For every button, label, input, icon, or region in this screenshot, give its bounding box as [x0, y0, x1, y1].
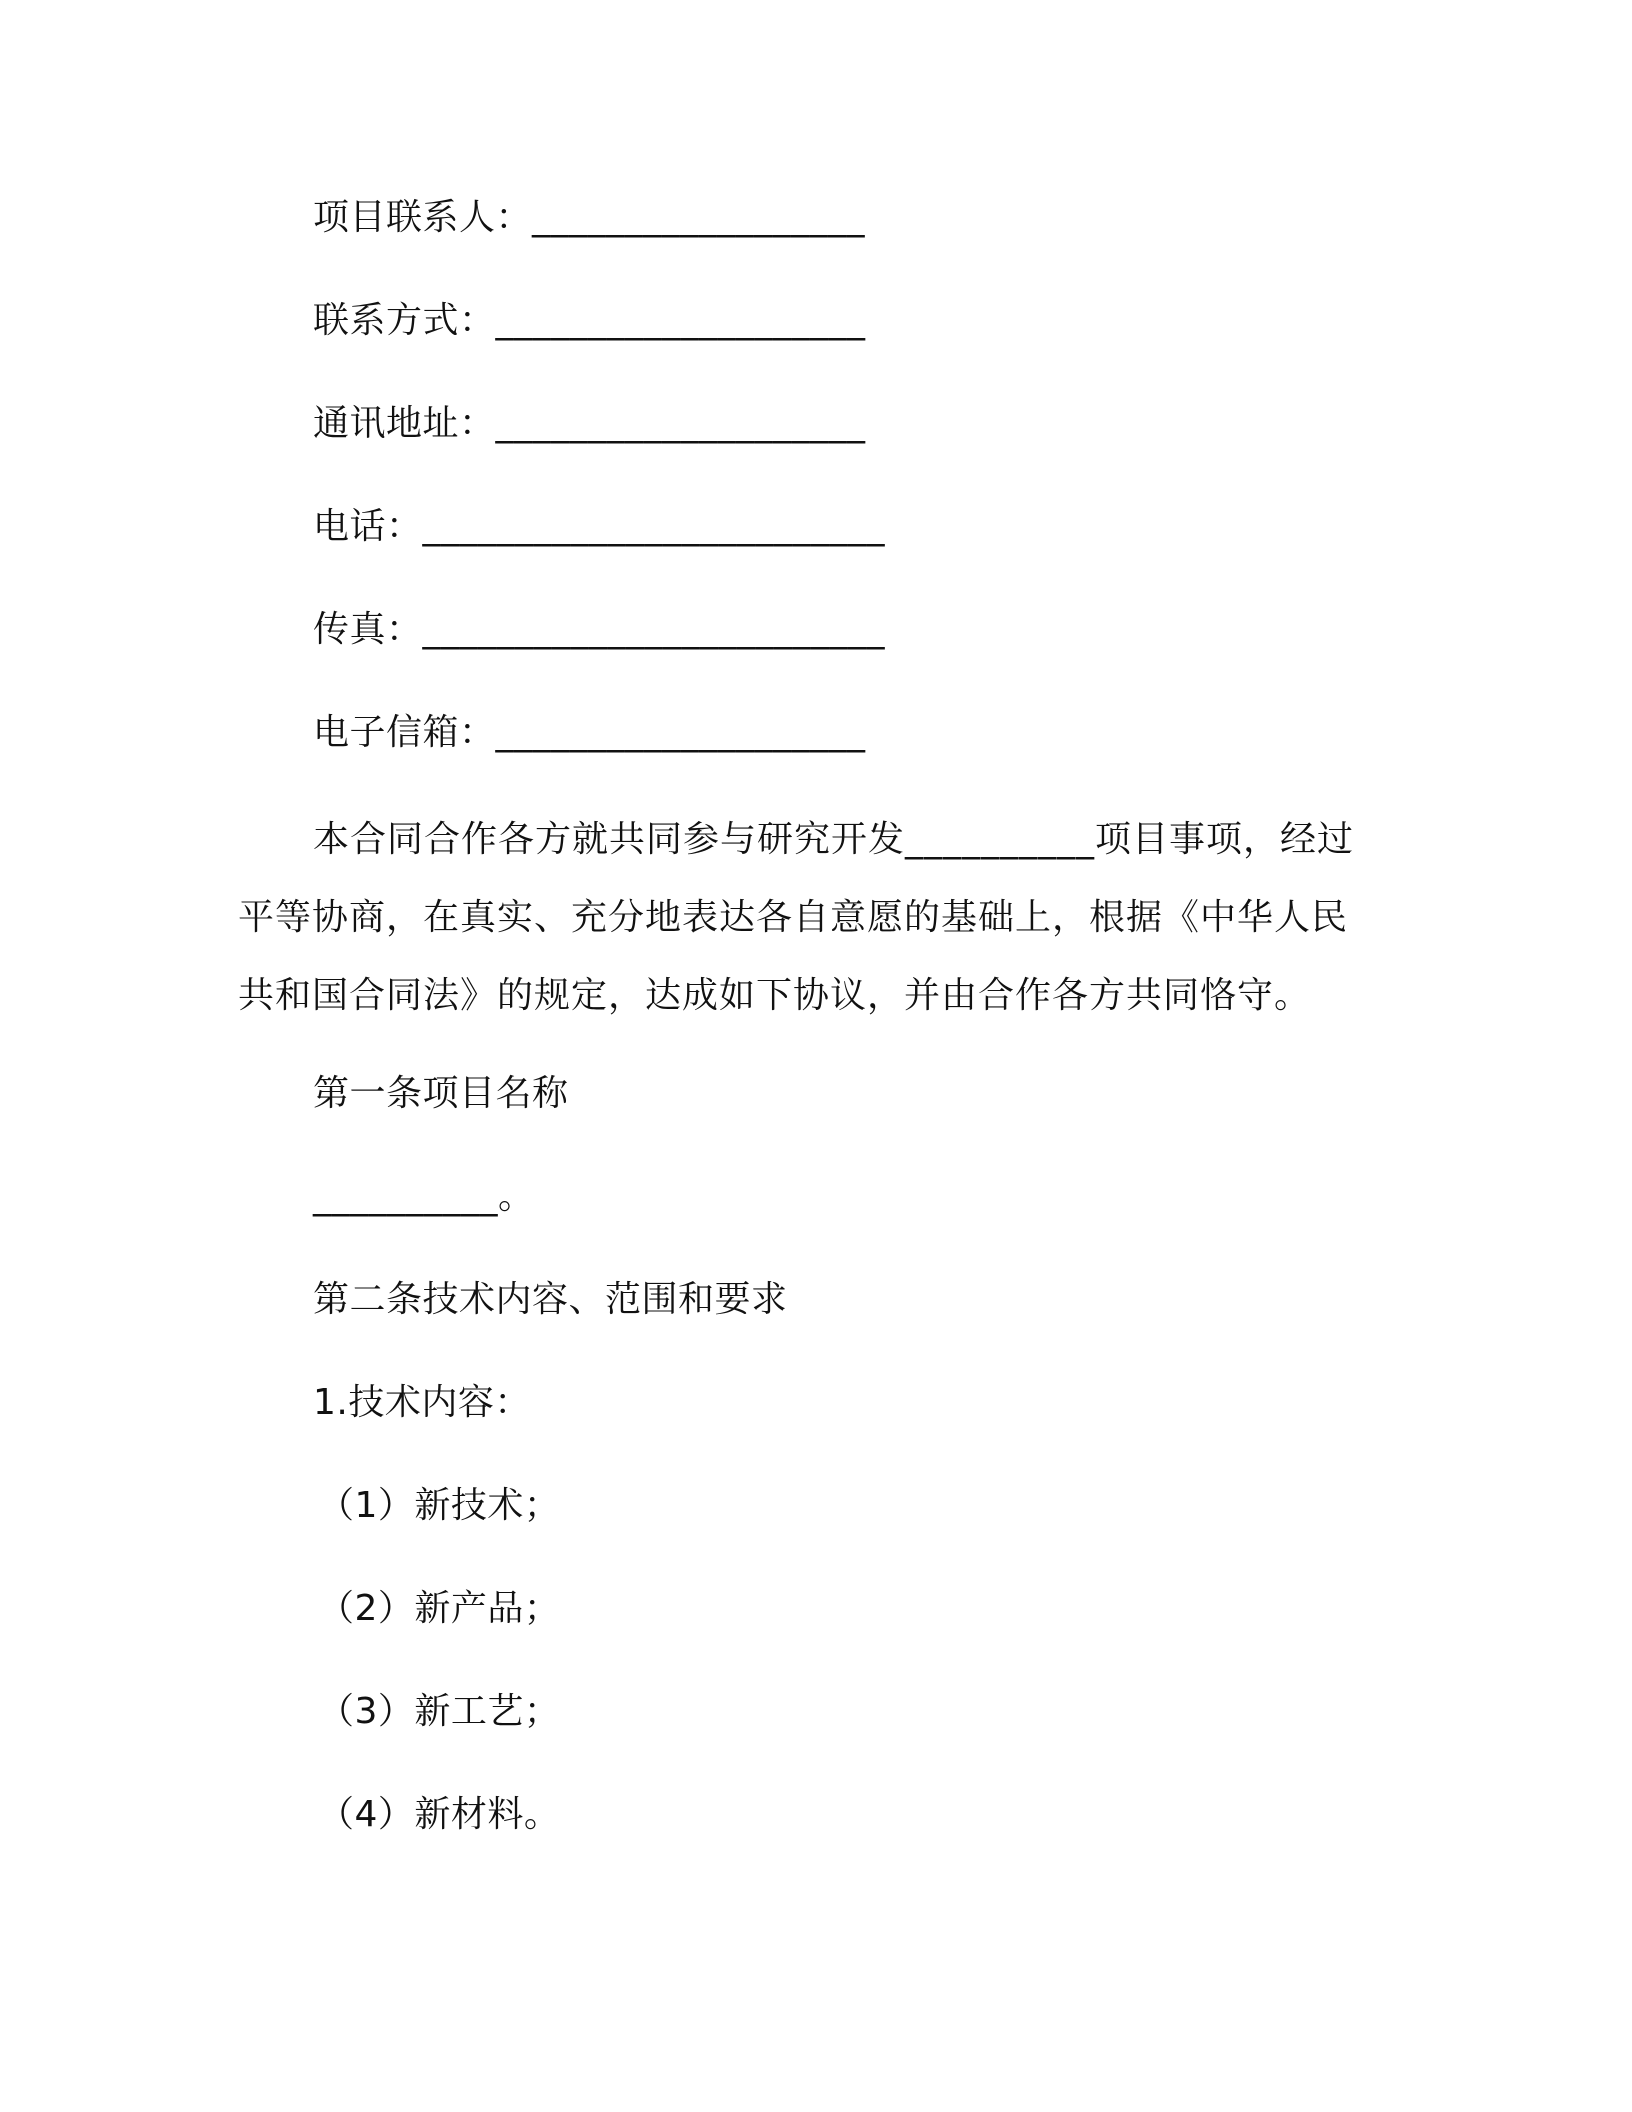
- preamble-line-3: 共和国合同法》的规定，达成如下协议，并由合作各方共同恪守。: [238, 975, 1312, 1016]
- project-contact-field: 项目联系人：__________________: [313, 197, 866, 238]
- mailing-address-field: 通讯地址：____________________: [313, 403, 866, 444]
- article-1-heading: 第一条项目名称: [313, 1073, 569, 1114]
- email-field: 电子信箱：____________________: [313, 712, 866, 753]
- article-2-heading: 第二条技术内容、范围和要求: [313, 1279, 788, 1320]
- list-item-new-process: （3）新工艺；: [318, 1691, 561, 1732]
- preamble-line-2: 平等协商，在真实、充分地表达各自意愿的基础上，根据《中华人民: [238, 897, 1349, 938]
- preamble-paragraph: [238, 801, 1358, 1035]
- contact-method-field: 联系方式：____________________: [313, 300, 866, 341]
- preamble-line-1: 本合同合作各方就共同参与研究开发__________项目事项，经过: [313, 819, 1355, 860]
- list-item-new-product: （2）新产品；: [318, 1588, 561, 1629]
- article-1-blank: __________。: [313, 1176, 535, 1217]
- list-item-new-technology: （1）新技术；: [318, 1485, 561, 1526]
- list-item-new-material: （4）新材料。: [318, 1794, 561, 1835]
- phone-field: 电话：_________________________: [313, 506, 886, 547]
- fax-field: 传真：_________________________: [313, 609, 886, 650]
- technical-content-heading: 1.技术内容：: [313, 1382, 531, 1423]
